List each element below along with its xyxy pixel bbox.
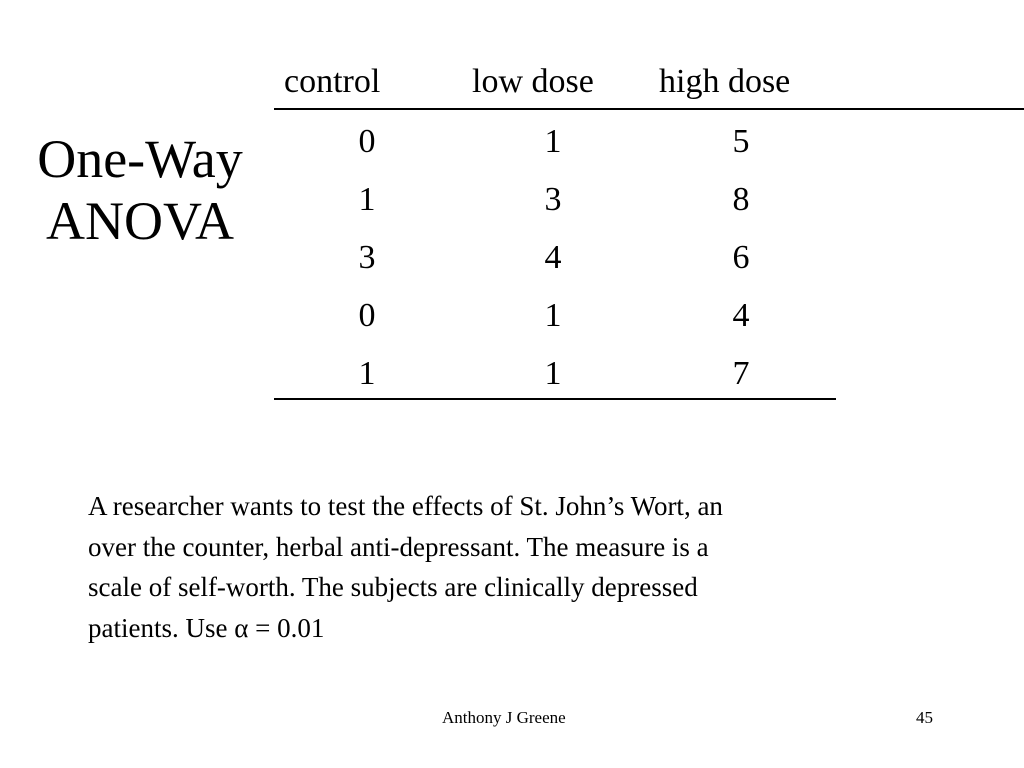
table-bottom-rule bbox=[274, 398, 836, 400]
table-cell-high-dose: 6 bbox=[732, 239, 750, 276]
table-cell-high-dose: 4 bbox=[732, 297, 750, 334]
slide-title-line-1: One-Way bbox=[37, 129, 243, 189]
problem-description bbox=[88, 486, 908, 648]
table-cell-control: 1 bbox=[358, 181, 376, 218]
page-number: 45 bbox=[916, 708, 933, 727]
table-cell-low-dose: 4 bbox=[544, 239, 562, 276]
table-cell-high-dose: 5 bbox=[732, 123, 750, 160]
table-cell-low-dose: 1 bbox=[544, 123, 562, 160]
table-cell-control: 0 bbox=[358, 123, 376, 160]
footer-author: Anthony J Greene bbox=[442, 708, 566, 727]
slide-title bbox=[10, 128, 270, 252]
table-top-rule bbox=[274, 108, 1024, 110]
table-cell-low-dose: 1 bbox=[544, 297, 562, 334]
description-line: scale of self-worth. The subjects are clinically depressed bbox=[88, 572, 698, 602]
header-control: control bbox=[284, 63, 381, 100]
header-low-dose: low dose bbox=[472, 63, 594, 100]
table-cell-control: 0 bbox=[358, 297, 376, 334]
table-cell-high-dose: 7 bbox=[732, 355, 750, 392]
description-line: over the counter, herbal anti-depressant. The measure is a bbox=[88, 531, 709, 562]
table-cell-high-dose: 8 bbox=[732, 181, 750, 218]
description-line: patients. Use α = 0.01 bbox=[88, 612, 325, 643]
table-cell-control: 3 bbox=[358, 239, 376, 276]
description-line: A researcher wants to test the effects of St. John’s Wort, an bbox=[88, 491, 723, 521]
table-cell-low-dose: 3 bbox=[544, 181, 562, 218]
table-cell-control: 1 bbox=[358, 355, 376, 392]
table-cell-low-dose: 1 bbox=[544, 355, 562, 392]
slide-title-line-2: ANOVA bbox=[45, 191, 235, 251]
header-high-dose: high dose bbox=[659, 63, 791, 100]
